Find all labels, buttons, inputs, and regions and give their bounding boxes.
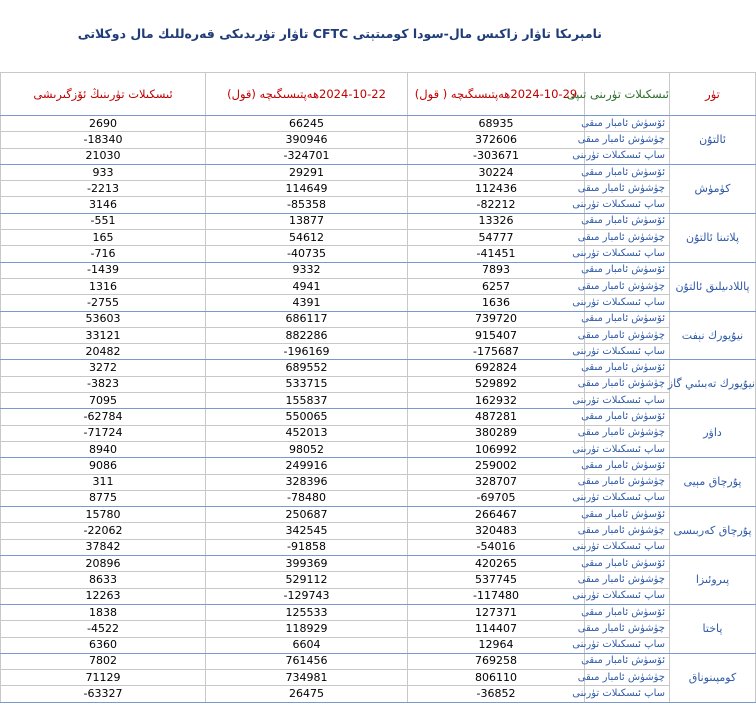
change-value: 20896 bbox=[1, 556, 206, 572]
commodity-name: پۇرچاق مېيى bbox=[670, 458, 756, 507]
table-row bbox=[1, 653, 756, 669]
week-2024-10-22-value: 6604 bbox=[206, 637, 408, 653]
change-value: 3272 bbox=[1, 360, 206, 376]
week-2024-10-22-value: 734981 bbox=[206, 670, 408, 686]
week-2024-10-29-value: 692824 bbox=[408, 360, 585, 376]
change-value: 20482 bbox=[1, 344, 206, 360]
table-row bbox=[1, 621, 756, 637]
position-type-label: ئۆسۈش ئامبار مىقى bbox=[585, 164, 670, 180]
header-position-type: ئىسكىلات تۈرىنى تىپى bbox=[585, 73, 670, 116]
week-2024-10-22-value: 550065 bbox=[206, 409, 408, 425]
table-row bbox=[1, 670, 756, 686]
commodity-name: پىروئىزا bbox=[670, 556, 756, 605]
week-2024-10-29-value: 266467 bbox=[408, 507, 585, 523]
position-type-label: چۈشۈش ئامبار مىقى bbox=[585, 474, 670, 490]
change-value: -1439 bbox=[1, 262, 206, 278]
week-2024-10-22-value: -91858 bbox=[206, 539, 408, 555]
week-2024-10-22-value: 761456 bbox=[206, 653, 408, 669]
change-value: -63327 bbox=[1, 686, 206, 702]
table-row bbox=[1, 311, 756, 327]
week-2024-10-22-value: 155837 bbox=[206, 393, 408, 409]
week-2024-10-29-value: 127371 bbox=[408, 604, 585, 620]
week-2024-10-22-value: 250687 bbox=[206, 507, 408, 523]
commodity-name: كومپىنوناق bbox=[670, 653, 756, 702]
week-2024-10-29-value: -36852 bbox=[408, 686, 585, 702]
week-2024-10-22-value: 686117 bbox=[206, 311, 408, 327]
table-row bbox=[1, 393, 756, 409]
change-value: -2213 bbox=[1, 181, 206, 197]
week-2024-10-29-value: -303671 bbox=[408, 148, 585, 164]
week-2024-10-29-value: 114407 bbox=[408, 621, 585, 637]
week-2024-10-22-value: 689552 bbox=[206, 360, 408, 376]
week-2024-10-29-value: 915407 bbox=[408, 327, 585, 343]
week-2024-10-29-value: 30224 bbox=[408, 164, 585, 180]
week-2024-10-29-value: 372606 bbox=[408, 132, 585, 148]
week-2024-10-29-value: 420265 bbox=[408, 556, 585, 572]
position-type-label: ئۆسۈش ئامبار مىقى bbox=[585, 604, 670, 620]
change-value: 12263 bbox=[1, 588, 206, 604]
position-type-label: ساپ ئىسكىلات تۈرىنى bbox=[585, 637, 670, 653]
week-2024-10-22-value: 399369 bbox=[206, 556, 408, 572]
change-value: 15780 bbox=[1, 507, 206, 523]
week-2024-10-22-value: 533715 bbox=[206, 376, 408, 392]
week-2024-10-22-value: -40735 bbox=[206, 246, 408, 262]
change-value: 311 bbox=[1, 474, 206, 490]
week-2024-10-22-value: 882286 bbox=[206, 327, 408, 343]
change-value: -18340 bbox=[1, 132, 206, 148]
week-2024-10-29-value: 769258 bbox=[408, 653, 585, 669]
week-2024-10-22-value: 4391 bbox=[206, 295, 408, 311]
position-type-label: ئۆسۈش ئامبار مىقى bbox=[585, 213, 670, 229]
change-value: -22062 bbox=[1, 523, 206, 539]
week-2024-10-29-value: 13326 bbox=[408, 213, 585, 229]
position-type-label: چۈشۈش ئامبار مىقى bbox=[585, 230, 670, 246]
commodity-name: پۇرچاق كەربىسى bbox=[670, 507, 756, 556]
change-value: 71129 bbox=[1, 670, 206, 686]
position-type-label: ساپ ئىسكىلات تۈرىنى bbox=[585, 686, 670, 702]
week-2024-10-22-value: 54612 bbox=[206, 230, 408, 246]
position-type-label: ئۆسۈش ئامبار مىقى bbox=[585, 262, 670, 278]
change-value: -716 bbox=[1, 246, 206, 262]
table-row bbox=[1, 523, 756, 539]
table-row bbox=[1, 246, 756, 262]
commodity-name: نيۇيورك نېفت bbox=[670, 311, 756, 360]
change-value: 933 bbox=[1, 164, 206, 180]
table-row bbox=[1, 344, 756, 360]
position-type-label: ساپ ئىسكىلات تۈرىنى bbox=[585, 344, 670, 360]
table-row bbox=[1, 213, 756, 229]
table-row bbox=[1, 409, 756, 425]
week-2024-10-22-value: 9332 bbox=[206, 262, 408, 278]
week-2024-10-22-value: -129743 bbox=[206, 588, 408, 604]
position-type-label: چۈشۈش ئامبار مىقى bbox=[585, 425, 670, 441]
position-type-label: ساپ ئىسكىلات تۈرىنى bbox=[585, 539, 670, 555]
position-type-label: چۈشۈش ئامبار مىقى bbox=[585, 278, 670, 294]
position-type-label: ئۆسۈش ئامبار مىقى bbox=[585, 409, 670, 425]
change-value: 1838 bbox=[1, 604, 206, 620]
change-value: -4522 bbox=[1, 621, 206, 637]
week-2024-10-22-value: 249916 bbox=[206, 458, 408, 474]
position-type-label: چۈشۈش ئامبار مىقى bbox=[585, 621, 670, 637]
position-type-label: ساپ ئىسكىلات تۈرىنى bbox=[585, 393, 670, 409]
position-type-label: چۈشۈش ئامبار مىقى bbox=[585, 132, 670, 148]
table-row bbox=[1, 588, 756, 604]
week-2024-10-29-value: 487281 bbox=[408, 409, 585, 425]
position-type-label: ئۆسۈش ئامبار مىقى bbox=[585, 458, 670, 474]
change-value: 37842 bbox=[1, 539, 206, 555]
table-row bbox=[1, 230, 756, 246]
change-value: -551 bbox=[1, 213, 206, 229]
change-value: -62784 bbox=[1, 409, 206, 425]
table-row bbox=[1, 425, 756, 441]
table-row bbox=[1, 539, 756, 555]
table-row bbox=[1, 262, 756, 278]
week-2024-10-22-value: 29291 bbox=[206, 164, 408, 180]
week-2024-10-22-value: 125533 bbox=[206, 604, 408, 620]
position-type-label: چۈشۈش ئامبار مىقى bbox=[585, 523, 670, 539]
week-2024-10-29-value: -117480 bbox=[408, 588, 585, 604]
week-2024-10-22-value: 26475 bbox=[206, 686, 408, 702]
week-2024-10-22-value: 390946 bbox=[206, 132, 408, 148]
header-week-2024-10-29: 2024-10-29ھەپتىسىگىچە ( قول) bbox=[408, 73, 585, 116]
position-type-label: ئۆسۈش ئامبار مىقى bbox=[585, 556, 670, 572]
week-2024-10-22-value: -85358 bbox=[206, 197, 408, 213]
change-value: -71724 bbox=[1, 425, 206, 441]
position-type-label: چۈشۈش ئامبار مىقى bbox=[585, 572, 670, 588]
commodity-name: نيۇيورك تەبىئىي گاز bbox=[670, 360, 756, 409]
week-2024-10-29-value: 6257 bbox=[408, 278, 585, 294]
position-type-label: ساپ ئىسكىلات تۈرىنى bbox=[585, 197, 670, 213]
table-row bbox=[1, 327, 756, 343]
position-type-label: ئۆسۈش ئامبار مىقى bbox=[585, 360, 670, 376]
table-row bbox=[1, 556, 756, 572]
table-row bbox=[1, 148, 756, 164]
report-title: نامېرىكا تاۋار زاكىس مال-سودا كومىتېتى CFTC تاۋار تۈرىدىكى قەرەللىك مال دوكلاتى bbox=[77, 26, 602, 41]
position-type-label: چۈشۈش ئامبار مىقى bbox=[585, 181, 670, 197]
week-2024-10-29-value: 112436 bbox=[408, 181, 585, 197]
week-2024-10-29-value: -41451 bbox=[408, 246, 585, 262]
table-row bbox=[1, 572, 756, 588]
week-2024-10-22-value: 98052 bbox=[206, 441, 408, 457]
commodity-name: پاللادىيلىق ئالتۇن bbox=[670, 262, 756, 311]
position-type-label: چۈشۈش ئامبار مىقى bbox=[585, 670, 670, 686]
week-2024-10-29-value: 7893 bbox=[408, 262, 585, 278]
header-week-2024-10-22: 2024-10-22ھەپتىسىگىچە (قول) bbox=[206, 73, 408, 116]
change-value: 165 bbox=[1, 230, 206, 246]
week-2024-10-29-value: 1636 bbox=[408, 295, 585, 311]
week-2024-10-29-value: 68935 bbox=[408, 116, 585, 132]
week-2024-10-29-value: -82212 bbox=[408, 197, 585, 213]
week-2024-10-29-value: 12964 bbox=[408, 637, 585, 653]
week-2024-10-22-value: 342545 bbox=[206, 523, 408, 539]
position-type-label: ساپ ئىسكىلات تۈرىنى bbox=[585, 295, 670, 311]
week-2024-10-29-value: 259002 bbox=[408, 458, 585, 474]
table-row bbox=[1, 116, 756, 132]
table-row bbox=[1, 474, 756, 490]
week-2024-10-29-value: -54016 bbox=[408, 539, 585, 555]
week-2024-10-22-value: -324701 bbox=[206, 148, 408, 164]
change-value: 8633 bbox=[1, 572, 206, 588]
table-row bbox=[1, 132, 756, 148]
week-2024-10-22-value: 529112 bbox=[206, 572, 408, 588]
change-value: 6360 bbox=[1, 637, 206, 653]
report-title-area bbox=[0, 0, 755, 72]
change-value: -2755 bbox=[1, 295, 206, 311]
week-2024-10-29-value: 106992 bbox=[408, 441, 585, 457]
change-value: -3823 bbox=[1, 376, 206, 392]
change-value: 3146 bbox=[1, 197, 206, 213]
week-2024-10-22-value: 328396 bbox=[206, 474, 408, 490]
week-2024-10-22-value: 118929 bbox=[206, 621, 408, 637]
commodity-name: ئالتۇن bbox=[670, 116, 756, 165]
week-2024-10-22-value: 4941 bbox=[206, 278, 408, 294]
position-type-label: ساپ ئىسكىلات تۈرىنى bbox=[585, 441, 670, 457]
header-row bbox=[1, 73, 756, 116]
commodity-name: كۈمۈش bbox=[670, 164, 756, 213]
position-type-label: ساپ ئىسكىلات تۈرىنى bbox=[585, 588, 670, 604]
position-type-label: ئۆسۈش ئامبار مىقى bbox=[585, 311, 670, 327]
week-2024-10-29-value: 739720 bbox=[408, 311, 585, 327]
position-type-label: ئۆسۈش ئامبار مىقى bbox=[585, 116, 670, 132]
week-2024-10-29-value: 806110 bbox=[408, 670, 585, 686]
header-category: تۈر bbox=[670, 73, 756, 116]
week-2024-10-22-value: -78480 bbox=[206, 490, 408, 506]
table-row bbox=[1, 164, 756, 180]
table-row bbox=[1, 458, 756, 474]
week-2024-10-29-value: 537745 bbox=[408, 572, 585, 588]
week-2024-10-22-value: 13877 bbox=[206, 213, 408, 229]
position-type-label: چۈشۈش ئامبار مىقى bbox=[585, 376, 670, 392]
week-2024-10-29-value: -175687 bbox=[408, 344, 585, 360]
table-row bbox=[1, 376, 756, 392]
table-row bbox=[1, 360, 756, 376]
change-value: 1316 bbox=[1, 278, 206, 294]
commodity-name: پاختا bbox=[670, 604, 756, 653]
table-row bbox=[1, 441, 756, 457]
cot-report-table bbox=[0, 72, 756, 703]
change-value: 8775 bbox=[1, 490, 206, 506]
week-2024-10-29-value: 328707 bbox=[408, 474, 585, 490]
week-2024-10-29-value: 529892 bbox=[408, 376, 585, 392]
week-2024-10-29-value: 54777 bbox=[408, 230, 585, 246]
week-2024-10-22-value: 66245 bbox=[206, 116, 408, 132]
commodity-name: داۋر bbox=[670, 409, 756, 458]
change-value: 8940 bbox=[1, 441, 206, 457]
position-type-label: ساپ ئىسكىلات تۈرىنى bbox=[585, 490, 670, 506]
week-2024-10-29-value: 162932 bbox=[408, 393, 585, 409]
table-row bbox=[1, 181, 756, 197]
position-type-label: چۈشۈش ئامبار مىقى bbox=[585, 327, 670, 343]
week-2024-10-29-value: 380289 bbox=[408, 425, 585, 441]
week-2024-10-29-value: -69705 bbox=[408, 490, 585, 506]
table-row bbox=[1, 604, 756, 620]
header-change: ئىسكىلات تۈرىنىڭ ئۆزگىرىشى bbox=[1, 73, 206, 116]
week-2024-10-22-value: -196169 bbox=[206, 344, 408, 360]
table-row bbox=[1, 197, 756, 213]
table-row bbox=[1, 507, 756, 523]
table-row bbox=[1, 637, 756, 653]
change-value: 21030 bbox=[1, 148, 206, 164]
commodity-name: پلاتىنا ئالتۇن bbox=[670, 213, 756, 262]
table-row bbox=[1, 295, 756, 311]
change-value: 33121 bbox=[1, 327, 206, 343]
change-value: 2690 bbox=[1, 116, 206, 132]
change-value: 7802 bbox=[1, 653, 206, 669]
table-row bbox=[1, 686, 756, 702]
change-value: 53603 bbox=[1, 311, 206, 327]
change-value: 7095 bbox=[1, 393, 206, 409]
week-2024-10-22-value: 452013 bbox=[206, 425, 408, 441]
week-2024-10-22-value: 114649 bbox=[206, 181, 408, 197]
table-row bbox=[1, 490, 756, 506]
position-type-label: ئۆسۈش ئامبار مىقى bbox=[585, 653, 670, 669]
position-type-label: ساپ ئىسكىلات تۈرىنى bbox=[585, 246, 670, 262]
change-value: 9086 bbox=[1, 458, 206, 474]
position-type-label: ساپ ئىسكىلات تۈرىنى bbox=[585, 148, 670, 164]
position-type-label: ئۆسۈش ئامبار مىقى bbox=[585, 507, 670, 523]
week-2024-10-29-value: 320483 bbox=[408, 523, 585, 539]
table-row bbox=[1, 278, 756, 294]
